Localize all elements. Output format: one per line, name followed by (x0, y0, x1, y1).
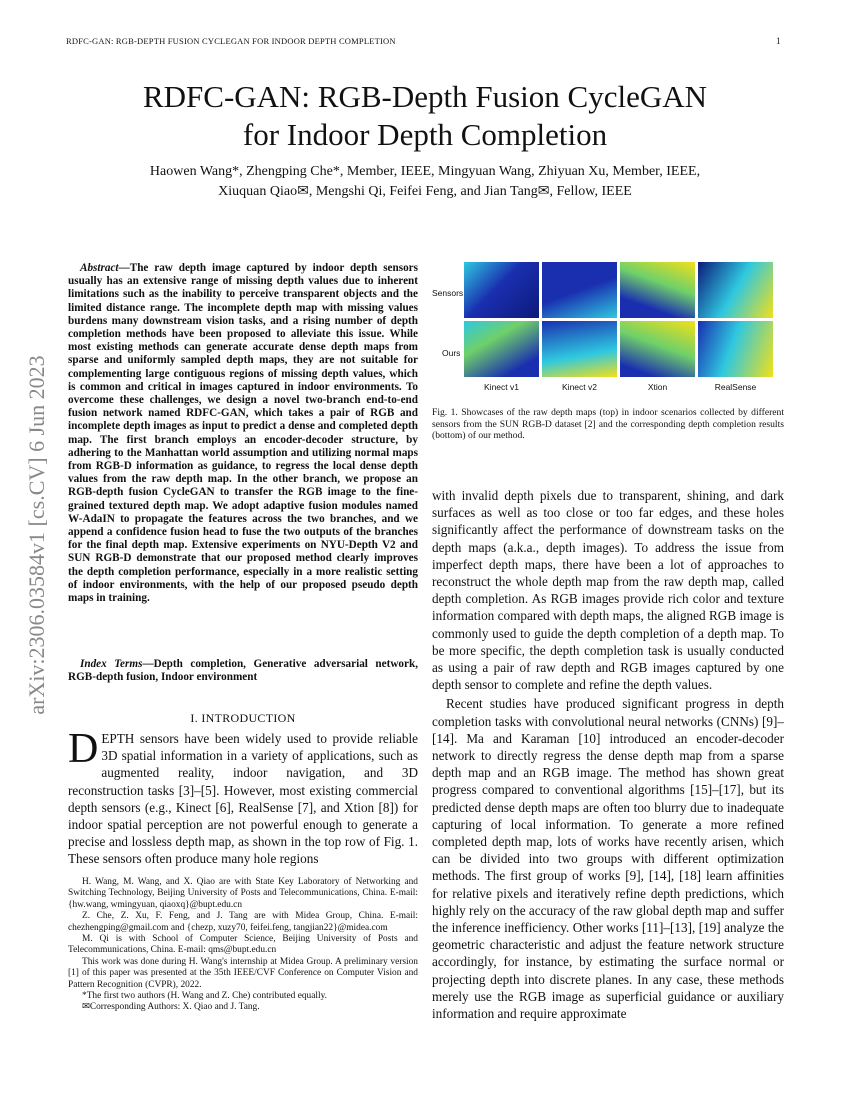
footnote: *The first two authors (H. Wang and Z. Che) contributed equally. (82, 991, 328, 1002)
column-label: Kinect v2 (562, 382, 597, 392)
footnote: H. Wang, M. Wang, and X. Qiao are with State Key Laboratory of Networking and Switching Technology, Beijing University of Posts and Telecommunications, China. E-mail: {hw.wang, wmingyuan, qiaoxq}@bupt.edu.cn (68, 877, 418, 910)
page-number: 1 (776, 36, 781, 46)
figure-image (620, 321, 695, 377)
abstract (68, 262, 418, 605)
figure-image (464, 262, 539, 318)
author-list (70, 162, 780, 202)
title-line-2: for Indoor Depth Completion (242, 117, 608, 152)
row-label-ours: Ours (442, 348, 461, 358)
footnote: Z. Che, Z. Xu, F. Feng, and J. Tang are with Midea Group, China. E-mail: chezhengping@gmail.com and {chezp, xuzy70, feifei.feng, tangjian22}@midea.com (68, 911, 418, 933)
figure-caption: Fig. 1. Showcases of the raw depth maps (top) in indoor scenarios collected by different sensors from the SUN RGB-D dataset [2] and the corresponding depth completion results (bottom) of our method. (432, 407, 784, 442)
column-label: Xtion (647, 382, 668, 392)
column-label: Kinect v1 (484, 382, 519, 392)
authors-line-2: Xiuquan Qiao✉, Mengshi Qi, Feifei Feng, and Jian Tang✉, Fellow, IEEE (218, 184, 632, 199)
figure-image (542, 262, 617, 318)
figure-image (542, 321, 617, 377)
row-label-sensors: Sensors (432, 288, 464, 298)
figure-image (464, 321, 539, 377)
arxiv-stamp (14, 295, 60, 775)
figure-1 (432, 258, 784, 396)
footnote: M. Qi is with School of Computer Science, Beijing University of Posts and Telecommunications, China. E-mail: qms@bupt.edu.cn (68, 934, 418, 956)
figure-image (698, 321, 773, 377)
right-column-body (432, 487, 784, 1022)
figure-image (620, 262, 695, 318)
abstract-label: Abstract (80, 262, 119, 274)
footnote: ✉Corresponding Authors: X. Qiao and J. Tang. (82, 1002, 260, 1013)
paper-title (70, 78, 780, 154)
title-line-1: RDFC-GAN: RGB-Depth Fusion CycleGAN (142, 79, 708, 114)
paragraph: Recent studies have produced significant progress in depth completion tasks with convolutional neural networks (CNNs) [9]–[14]. Ma and Karaman [10] introduced an encoder-decoder network to directly regress the dense depth map from a sparse depth map and an RGB image. The method has shown great progress compared to conventional algorithms [15]–[17], but its predicted dense depth maps are often too blurry due to inadequate capturing of local information. To generate a more refined completed depth map, lots of works have recently arisen, which can be divided into two groups with different optimization methods. The first group of works [9], [14], [18] learn affinities for relative pixels and iteratively refine depth predictions, which highly rely on the accuracy of the raw global depth map and suffer the inference inefficiency. Other works [11]–[13], [19] analyze the geometric characteristic and adjust the feature network structure accordingly, for instance, by estimating the surface normal or projecting depth into discrete planes. In any case, these methods merely use the RGB image as superficial guidance or auxiliary information and require approximate (432, 696, 784, 1022)
paragraph: with invalid depth pixels due to transparent, shining, and dark surfaces as well as too close or too far edges, and these holes significantly affect the performance of downstream tasks on the depth maps (a.k.a., depth images). To address the issue from imperfect depth maps, there have been a lot of approaches to reconstruct the whole depth map from the raw depth map, called depth completion. As RGB images provide rich color and texture information compared with depth maps, the aligned RGB image is commonly used to guide the depth completion of a depth map. To be more specific, the depth completion task is usually conducted as using a pair of raw depth and RGB images captured by one depth sensor to complete and refine the depth values. (432, 488, 784, 693)
footnotes (68, 877, 418, 1014)
arxiv-stamp-text: arXiv:2306.03584v1 [cs.CV] 6 Jun 2023 (24, 355, 49, 715)
intro-paragraph (68, 726, 418, 868)
column-label: RealSense (714, 382, 757, 392)
dropcap: D (68, 726, 99, 772)
index-terms-body: —Depth completion, Generative adversarial network, RGB-depth fusion, Indoor environment (68, 658, 418, 684)
intro-body: EPTH sensors have been widely used to provide reliable 3D spatial information in a variety of applications, such as augmented reality, indoor navigation, and 3D reconstruction tasks [3]–[5]. However, most existing commercial depth sensors (e.g., Kinect [6], RealSense [7], and Xtion [8]) for indoor spatial perception are not powerful enough to generate a precise and lossless depth map, as shown in the top row of Fig. 1. These sensors often produce many hole regions (68, 731, 418, 867)
figure-image (698, 262, 773, 318)
running-header: RDFC-GAN: RGB-DEPTH FUSION CYCLEGAN FOR INDOOR DEPTH COMPLETION (66, 36, 396, 46)
abstract-body: —The raw depth image captured by indoor depth sensors usually has an extensive range of missing depth values due to inherent limitations such as the inability to perceive transparent objects and the limited distance range. The incomplete depth map with missing values burdens many downstream vision tasks, and a rising number of depth completion methods have been proposed to alleviate this issue. While most existing methods can generate accurate dense depth maps from sparse and uniformly sampled depth maps, they are not suitable for complementing large contiguous regions of missing depth values, which is common and critical in images captured in indoor environments. To overcome these challenges, we design a novel two-branch end-to-end fusion network named RDFC-GAN, which takes a pair of RGB and incomplete depth images as input to predict a dense and completed depth map. The first branch employs an encoder-decoder structure, by adhering to the Manhattan world assumption and utilizing normal maps from RGB-D information as guidance, to regress the local dense depth values from the raw depth map. In the other branch, we propose an RGB-depth fusion CycleGAN to transfer the RGB image to the fine-grained textured depth map. We adopt adaptive fusion modules named W-AdaIN to propagate the features across the two branches, and we append a confidence fusion head to fuse the two outputs of the branches for the final depth map. Extensive experiments on NYU-Depth V2 and SUN RGB-D demonstrate that our proposed method clearly improves the depth completion performance, especially in a more realistic setting of indoor environments, with the help of our proposed pseudo depth maps in training. (68, 262, 418, 605)
index-terms (68, 658, 418, 684)
index-terms-label: Index Terms (80, 658, 143, 670)
footnote: This work was done during H. Wang's internship at Midea Group. A preliminary version [1] of this paper was presented at the 35th IEEE/CVF Conference on Computer Vision and Pattern Recognition (CVPR), 2022. (68, 956, 418, 990)
authors-line-1: Haowen Wang*, Zhengping Che*, Member, IEEE, Mingyuan Wang, Zhiyuan Xu, Member, IEEE, (149, 164, 701, 179)
section-heading: I. INTRODUCTION (190, 711, 296, 725)
